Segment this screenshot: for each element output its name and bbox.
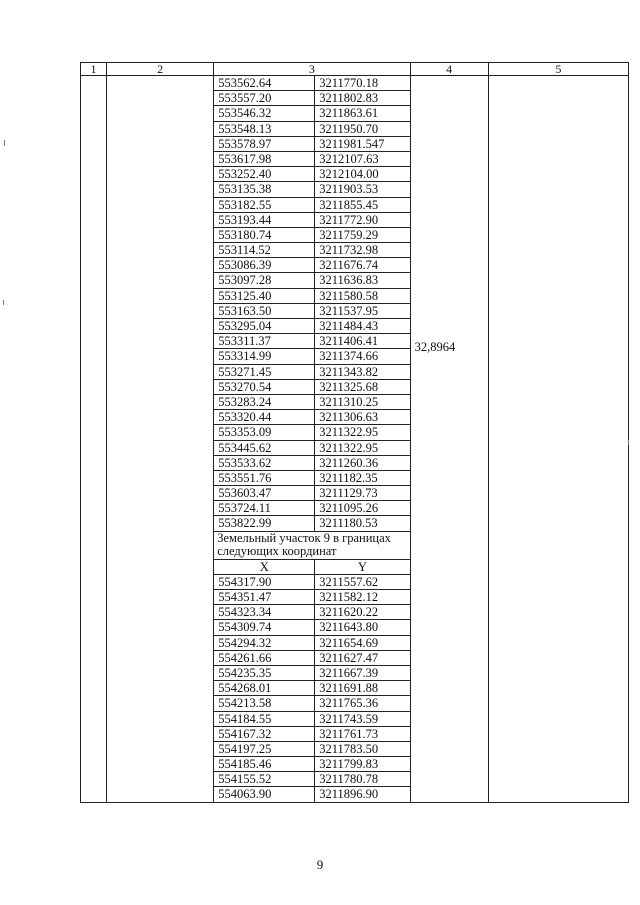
coordinate-row (214, 772, 409, 787)
coordinate-row (214, 197, 409, 212)
coordinates-table (80, 62, 629, 803)
coordinate-row (214, 243, 409, 258)
coordinate-x: 553320.44 (214, 410, 315, 425)
coordinate-row (214, 574, 409, 589)
x-header: X (214, 559, 315, 574)
coordinate-row (214, 681, 409, 696)
coordinate-y: 3211374.66 (315, 349, 410, 364)
coordinate-x: 554155.52 (214, 772, 315, 787)
coordinate-row (214, 273, 409, 288)
coordinate-y: 3211643.80 (315, 620, 410, 635)
col-3-cell (214, 76, 410, 803)
coordinate-y: 3211761.73 (315, 726, 410, 741)
coordinate-row (214, 620, 409, 635)
coordinate-y: 3211981.547 (315, 136, 410, 151)
coordinate-row (214, 364, 409, 379)
coordinate-x: 553314.99 (214, 349, 315, 364)
coordinate-y: 3211799.83 (315, 757, 410, 772)
col-4-cell (410, 76, 488, 803)
coordinate-y: 3211802.83 (315, 91, 410, 106)
coordinate-y: 3211310.25 (315, 394, 410, 409)
coordinate-y: 3211691.88 (315, 681, 410, 696)
coordinate-row (214, 121, 409, 136)
coordinate-x: 554268.01 (214, 681, 315, 696)
coordinate-y: 3211765.36 (315, 696, 410, 711)
coordinate-x: 554309.74 (214, 620, 315, 635)
coordinate-row (214, 440, 409, 455)
coordinate-row (214, 787, 409, 802)
coordinate-x: 553086.39 (214, 258, 315, 273)
coordinate-x: 554184.55 (214, 711, 315, 726)
coordinate-y: 3211557.62 (315, 574, 410, 589)
coordinate-row (214, 590, 409, 605)
coordinate-y: 3211325.68 (315, 379, 410, 394)
coordinate-x: 553097.28 (214, 273, 315, 288)
coordinate-row (214, 741, 409, 756)
coordinate-row (214, 379, 409, 394)
coordinate-y: 3211855.45 (315, 197, 410, 212)
header-col-1: 1 (81, 63, 107, 76)
coordinate-row (214, 167, 409, 182)
coordinate-x: 553252.40 (214, 167, 315, 182)
coordinate-x: 553295.04 (214, 319, 315, 334)
coordinate-row (214, 212, 409, 227)
coordinate-row (214, 227, 409, 242)
coordinate-row (214, 665, 409, 680)
coordinate-y: 3211759.29 (315, 227, 410, 242)
coordinate-y: 3211129.73 (315, 486, 410, 501)
coordinate-x: 554351.47 (214, 590, 315, 605)
coordinate-x: 553271.45 (214, 364, 315, 379)
page-number: 9 (316, 857, 324, 872)
coordinate-row (214, 501, 409, 516)
coordinate-y: 3211260.36 (315, 455, 410, 470)
coordinate-x: 553546.32 (214, 106, 315, 121)
coordinate-x: 553163.50 (214, 303, 315, 318)
col-2-cell (107, 76, 214, 803)
coordinate-row (214, 425, 409, 440)
coordinate-row (214, 319, 409, 334)
coordinate-row (214, 470, 409, 485)
coordinate-x: 553283.24 (214, 394, 315, 409)
coordinate-row (214, 136, 409, 151)
coordinate-y: 3211667.39 (315, 665, 410, 680)
coordinate-x: 553180.74 (214, 227, 315, 242)
coordinate-row (214, 455, 409, 470)
coordinate-x: 554317.90 (214, 574, 315, 589)
coordinate-row (214, 635, 409, 650)
y-header: Y (315, 559, 410, 574)
coordinate-x: 554063.90 (214, 787, 315, 802)
coordinate-x: 553551.76 (214, 470, 315, 485)
coordinate-y: 3211780.78 (315, 772, 410, 787)
coordinate-x: 553617.98 (214, 151, 315, 166)
coordinate-row (214, 757, 409, 772)
header-col-2: 2 (107, 63, 214, 76)
coordinate-x: 553135.38 (214, 182, 315, 197)
coordinate-x: 553445.62 (214, 440, 315, 455)
coordinate-y: 3211770.18 (315, 76, 410, 91)
coordinate-row (214, 394, 409, 409)
coordinate-x: 553353.09 (214, 425, 315, 440)
coordinate-x: 553311.37 (214, 334, 315, 349)
coordinate-x: 553578.97 (214, 136, 315, 151)
coordinate-row (214, 288, 409, 303)
coordinate-x: 554323.34 (214, 605, 315, 620)
coordinate-row (214, 349, 409, 364)
coordinate-y: 3211182.35 (315, 470, 410, 485)
coordinate-row (214, 151, 409, 166)
coordinate-y: 3211896.90 (319, 787, 379, 802)
coordinate-y: 3211180.53 (315, 516, 410, 531)
scan-mark (628, 440, 629, 445)
coordinate-row (214, 258, 409, 273)
coordinate-y: 3211322.95 (315, 425, 410, 440)
coordinate-y: 3211783.50 (315, 741, 410, 756)
coordinate-row (214, 106, 409, 121)
coordinate-y: 3212107.63 (315, 151, 410, 166)
coordinate-x: 553533.62 (214, 455, 315, 470)
coordinate-y: 3211627.47 (315, 650, 410, 665)
coordinate-y: 3211306.63 (315, 410, 410, 425)
col-5-cell (488, 76, 628, 803)
coordinate-y: 3211863.61 (315, 106, 410, 121)
coordinate-x: 553182.55 (214, 197, 315, 212)
coordinate-y: 3211406.41 (315, 334, 410, 349)
plot-label-row (214, 531, 409, 559)
coordinate-x: 553822.99 (214, 516, 315, 531)
coordinate-y: 3211322.95 (315, 440, 410, 455)
coordinate-row (214, 91, 409, 106)
coordinate-y: 3212104.00 (315, 167, 410, 182)
xy-header-row (214, 559, 409, 574)
coordinate-y: 3211095.26 (315, 501, 410, 516)
coordinate-x: 554197.25 (214, 741, 315, 756)
coordinate-row (214, 696, 409, 711)
coordinate-row (214, 605, 409, 620)
coordinate-x: 553270.54 (214, 379, 315, 394)
coordinate-y: 3211676.74 (315, 258, 410, 273)
coordinate-x: 553114.52 (214, 243, 315, 258)
coordinate-y: 3211950.70 (315, 121, 410, 136)
scan-mark (3, 300, 4, 305)
coordinate-row (214, 711, 409, 726)
coordinate-row (214, 182, 409, 197)
coordinate-y: 3211772.90 (315, 212, 410, 227)
coordinate-y: 3211620.22 (315, 605, 410, 620)
coordinate-y: 3211636.83 (315, 273, 410, 288)
coordinate-row (214, 650, 409, 665)
coordinate-y: 3211484.43 (315, 319, 410, 334)
col-1-cell (81, 76, 107, 803)
coordinate-x: 554235.35 (214, 665, 315, 680)
coordinate-x: 553562.64 (214, 76, 315, 91)
coordinate-x: 553557.20 (214, 91, 315, 106)
coordinate-y: 3211537.95 (315, 303, 410, 318)
coordinate-row (214, 76, 409, 91)
coordinate-x: 554294.32 (214, 635, 315, 650)
header-col-3: 3 (214, 63, 410, 76)
content-row (81, 76, 629, 803)
coordinate-x: 553724.11 (214, 501, 315, 516)
coordinate-y: 3211580.58 (315, 288, 410, 303)
plot-label: Земельный участок 9 в границах следующих координат (214, 531, 409, 559)
header-col-4: 4 (410, 63, 488, 76)
coordinate-y: 3211654.69 (315, 635, 410, 650)
coordinate-row (214, 726, 409, 741)
coordinate-x: 553603.47 (214, 486, 315, 501)
coordinate-x: 553193.44 (214, 212, 315, 227)
coordinate-y: 3211903.53 (315, 182, 410, 197)
coordinate-x: 553125.40 (214, 288, 315, 303)
coordinate-row (214, 486, 409, 501)
coordinate-row (214, 410, 409, 425)
coordinate-x: 553548.13 (214, 121, 315, 136)
coordinate-x: 554167.32 (214, 726, 315, 741)
coordinate-x: 554261.66 (214, 650, 315, 665)
coordinate-row (214, 303, 409, 318)
coordinate-x: 554213.58 (214, 696, 315, 711)
coordinate-y: 3211743.59 (315, 711, 410, 726)
coordinate-row (214, 516, 409, 531)
coordinate-y: 3211582.12 (315, 590, 410, 605)
plot-area-value: 32,8964 (414, 340, 456, 354)
header-col-5: 5 (488, 63, 628, 76)
coordinate-y: 3211343.82 (315, 364, 410, 379)
coordinate-row (214, 334, 409, 349)
coordinate-x: 554185.46 (214, 757, 315, 772)
coordinate-y: 3211732.98 (315, 243, 410, 258)
scan-mark (4, 140, 5, 146)
header-row (81, 63, 629, 76)
coordinate-list (214, 76, 409, 802)
